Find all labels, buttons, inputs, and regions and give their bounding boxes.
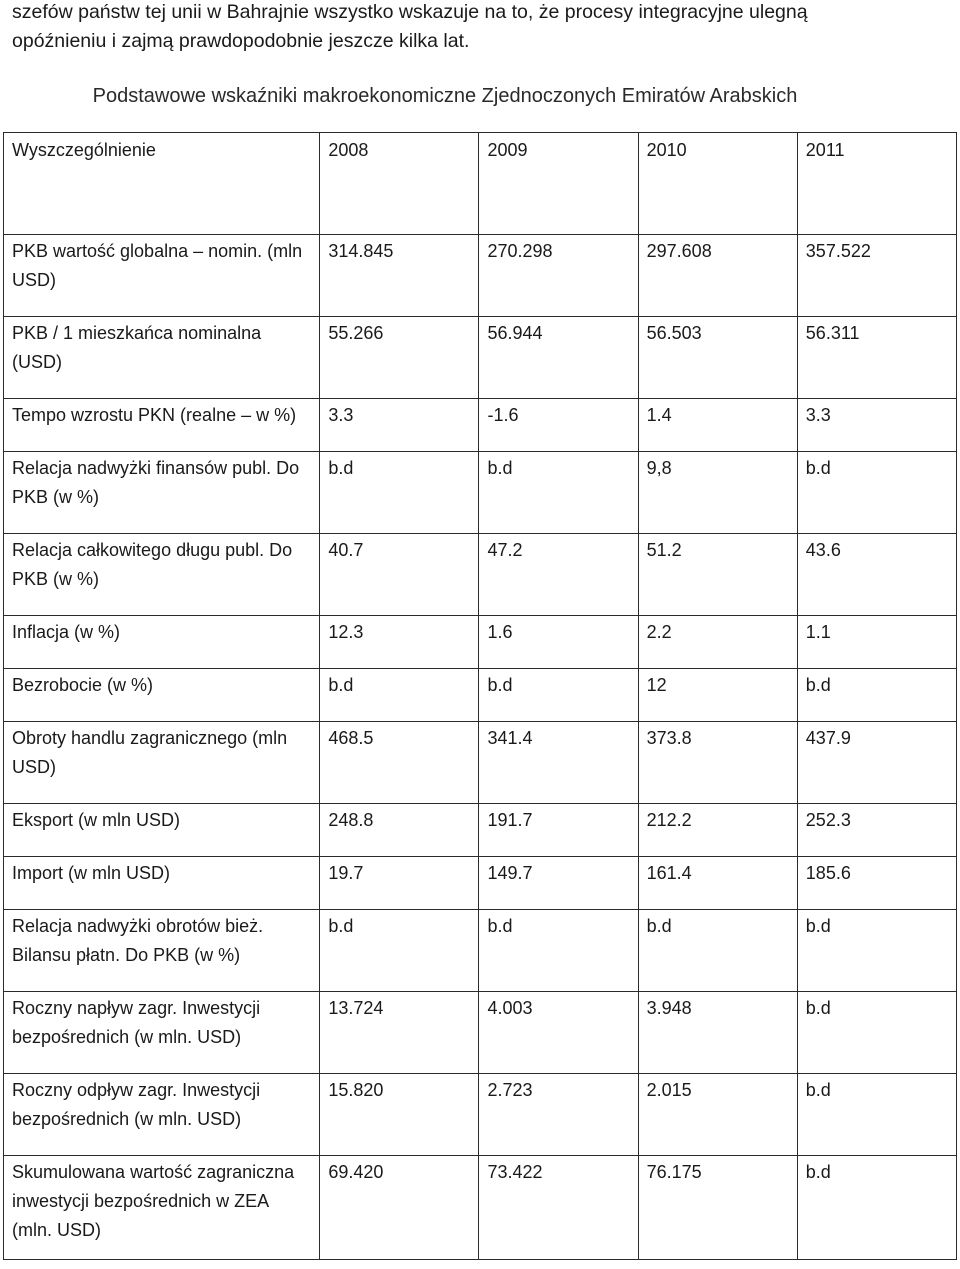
header-year: 2009 — [479, 133, 638, 235]
row-value: 15.820 — [320, 1074, 479, 1156]
table-row — [4, 1074, 957, 1156]
row-value: b.d — [797, 669, 956, 722]
row-value: b.d — [320, 452, 479, 534]
intro-line-1: szefów państw tej unii w Bahrajnie wszystko wskazuje na to, że procesy integracyjne ulegną — [12, 1, 808, 23]
row-value: 314.845 — [320, 235, 479, 317]
row-value: 468.5 — [320, 722, 479, 804]
row-value: 12 — [638, 669, 797, 722]
row-label: Inflacja (w %) — [4, 616, 320, 669]
row-value: 56.944 — [479, 317, 638, 399]
row-value: 40.7 — [320, 534, 479, 616]
row-value: 2.2 — [638, 616, 797, 669]
row-label: Obroty handlu zagranicznego (mln USD) — [4, 722, 320, 804]
table-row — [4, 1156, 957, 1260]
row-value: b.d — [320, 910, 479, 992]
row-value: 2.723 — [479, 1074, 638, 1156]
row-label: Roczny napływ zagr. Inwestycji bezpośrednich (w mln. USD) — [4, 992, 320, 1074]
row-label: PKB / 1 mieszkańca nominalna (USD) — [4, 317, 320, 399]
row-value: 1.6 — [479, 616, 638, 669]
table-row — [4, 669, 957, 722]
row-value: 3.3 — [797, 399, 956, 452]
row-value: 69.420 — [320, 1156, 479, 1260]
row-value: b.d — [320, 669, 479, 722]
row-label: Roczny odpływ zagr. Inwestycji bezpośrednich (w mln. USD) — [4, 1074, 320, 1156]
row-value: 1.1 — [797, 616, 956, 669]
row-value: 2.015 — [638, 1074, 797, 1156]
intro-line-2: opóźnieniu i zajmą prawdopodobnie jeszcze kilka lat. — [12, 30, 470, 52]
row-value: b.d — [797, 910, 956, 992]
row-value: b.d — [638, 910, 797, 992]
row-label: Tempo wzrostu PKN (realne – w %) — [4, 399, 320, 452]
row-value: 13.724 — [320, 992, 479, 1074]
row-value: -1.6 — [479, 399, 638, 452]
table-row — [4, 534, 957, 616]
row-value: 149.7 — [479, 857, 638, 910]
row-value: 248.8 — [320, 804, 479, 857]
row-label: Relacja nadwyżki finansów publ. Do PKB (w %) — [4, 452, 320, 534]
row-value: b.d — [797, 452, 956, 534]
row-label: Relacja nadwyżki obrotów bież. Bilansu płatn. Do PKB (w %) — [4, 910, 320, 992]
row-value: 47.2 — [479, 534, 638, 616]
row-value: 43.6 — [797, 534, 956, 616]
row-value: 191.7 — [479, 804, 638, 857]
indicators-table — [3, 132, 957, 1260]
row-value: b.d — [797, 992, 956, 1074]
row-value: 73.422 — [479, 1156, 638, 1260]
table-row — [4, 804, 957, 857]
header-year: 2008 — [320, 133, 479, 235]
row-value: 373.8 — [638, 722, 797, 804]
header-year: 2010 — [638, 133, 797, 235]
header-row — [4, 133, 957, 235]
header-label: Wyszczególnienie — [4, 133, 320, 235]
row-value: 4.003 — [479, 992, 638, 1074]
row-value: 341.4 — [479, 722, 638, 804]
row-value: 56.503 — [638, 317, 797, 399]
row-value: 51.2 — [638, 534, 797, 616]
table-row — [4, 722, 957, 804]
row-value: b.d — [479, 910, 638, 992]
header-year: 2011 — [797, 133, 956, 235]
row-value: 76.175 — [638, 1156, 797, 1260]
table-row — [4, 317, 957, 399]
row-value: b.d — [479, 669, 638, 722]
row-value: 56.311 — [797, 317, 956, 399]
table-title: Podstawowe wskaźniki makroekonomiczne Zjednoczonych Emiratów Arabskich — [92, 85, 798, 107]
row-value: b.d — [797, 1074, 956, 1156]
table-row — [4, 235, 957, 317]
row-label: PKB wartość globalna – nomin. (mln USD) — [4, 235, 320, 317]
row-label: Bezrobocie (w %) — [4, 669, 320, 722]
table-row — [4, 399, 957, 452]
table-row — [4, 910, 957, 992]
row-label: Eksport (w mln USD) — [4, 804, 320, 857]
row-value: b.d — [479, 452, 638, 534]
row-value: 185.6 — [797, 857, 956, 910]
row-value: 252.3 — [797, 804, 956, 857]
row-value: 270.298 — [479, 235, 638, 317]
table-row — [4, 452, 957, 534]
intro-paragraph — [12, 0, 952, 56]
row-value: 212.2 — [638, 804, 797, 857]
row-value: 9,8 — [638, 452, 797, 534]
row-value: 19.7 — [320, 857, 479, 910]
row-label: Relacja całkowitego długu publ. Do PKB (w %) — [4, 534, 320, 616]
row-value: 297.608 — [638, 235, 797, 317]
table-row — [4, 857, 957, 910]
table-row — [4, 616, 957, 669]
row-value: 3.948 — [638, 992, 797, 1074]
row-value: 3.3 — [320, 399, 479, 452]
row-label: Skumulowana wartość zagraniczna inwestycji bezpośrednich w ZEA (mln. USD) — [4, 1156, 320, 1260]
row-value: 1.4 — [638, 399, 797, 452]
row-value: 55.266 — [320, 317, 479, 399]
row-value: 12.3 — [320, 616, 479, 669]
row-value: 357.522 — [797, 235, 956, 317]
row-value: 437.9 — [797, 722, 956, 804]
table-row — [4, 992, 957, 1074]
row-label: Import (w mln USD) — [4, 857, 320, 910]
row-value: b.d — [797, 1156, 956, 1260]
row-value: 161.4 — [638, 857, 797, 910]
